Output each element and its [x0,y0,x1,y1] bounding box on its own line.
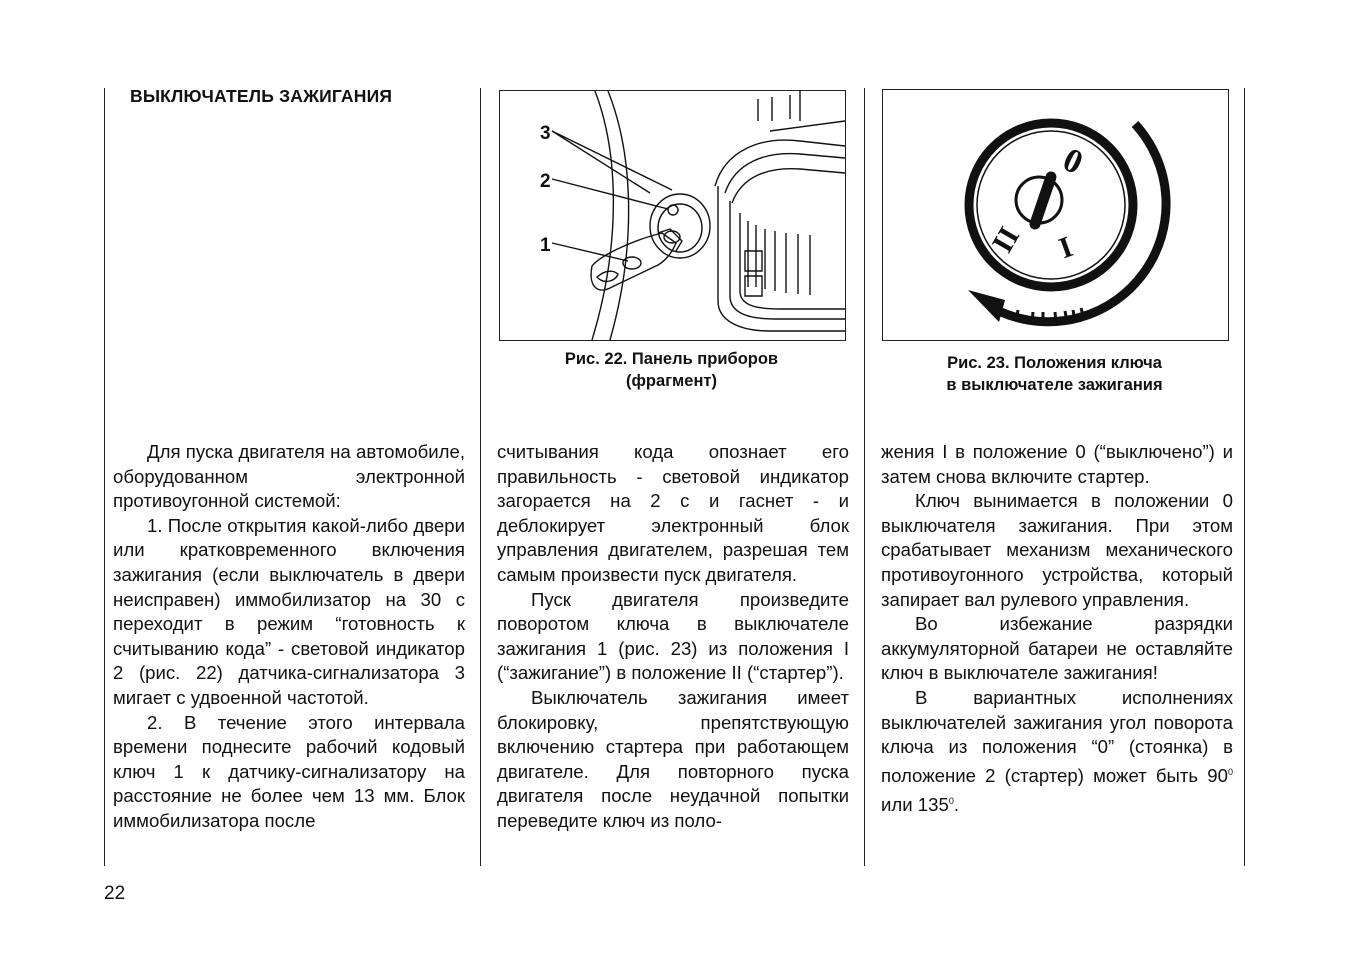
col1-paragraph-1: Для пуска двигателя на автомобиле, оборудованном электронной противоугонной системой: [113,441,465,512]
figure-23-caption-line1: Рис. 23. Положения ключа [947,354,1162,372]
col1-paragraph-3: 2. В течение этого интервала времени поднесите рабочий кодовый ключ 1 к датчику-сигнализатору на расстояние не более чем 13 мм. Блок иммобилизатора после [113,711,465,831]
fig23-position-2: II [985,221,1027,259]
column-rule-right [1244,88,1245,866]
figure-23-drawing [883,90,1228,340]
col1-paragraph-2: 1. После открытия какой-либо двери или кратковременного включения зажигания (если выключатель в двери неисправен) иммобилизатор на 30 с переходит в режим “готовность к считыванию кода” - световой индикатор 2 (рис. 22) датчика-сигнализатора 3 мигает с удвоенной частотой. [113,514,465,708]
column-rule-2 [864,88,865,866]
figure-22-drawing [500,91,845,340]
col3-paragraph-4-text: В вариантных исполнениях выключателей зажигания угол поворота ключа из положения “0” (стоянка) в положение 2 (стартер) может быть 90 [881,686,1233,786]
col2-paragraph-1: считывания кода опознает его правильность - световой индикатор загорается на 2 с и гаснет - и деблокирует электронный блок управления двигателем, разрешая тем самым произвести пуск двигателя. [497,441,849,585]
col3-paragraph-4-end: . [953,793,959,815]
text-column-2 [497,440,849,834]
col3-paragraph-2: Ключ вынимается в положении 0 выключателя зажигания. При этом срабатывает механизм механического противоугонного устройства, который запирает вал рулевого управления. [881,490,1233,610]
figure-23-caption [882,352,1227,396]
degree-mark-1: 0 [1227,766,1233,777]
column-rule-left [104,88,105,866]
figure-22-caption [499,348,844,392]
figure-23-caption-line2: в выключателе зажигания [946,376,1163,394]
figure-22-caption-line1: Рис. 22. Панель приборов [564,350,779,368]
fig23-position-0: 0 [1057,141,1089,182]
page-number: 22 [104,883,126,904]
fig22-label-1: 1 [540,235,551,256]
fig23-position-1: I [1054,230,1078,266]
figure-22 [499,90,846,341]
column-rule-1 [480,88,481,866]
section-heading: ВЫКЛЮЧАТЕЛЬ ЗАЖИГАНИЯ [130,86,393,106]
degree-mark-2: 0 [948,795,954,806]
text-column-3 [881,440,1233,817]
col2-paragraph-2: Пуск двигателя произведите поворотом ключа в выключателе зажигания 1 (рис. 23) из положения I (“зажигание”) в положение II (“стартер”). [497,588,849,684]
col3-paragraph-4 [881,686,1233,817]
fig22-label-3: 3 [540,123,551,144]
text-column-1 [113,440,465,834]
col3-paragraph-4-or: или 135 [881,793,949,815]
col3-paragraph-3: Во избежание разрядки аккумуляторной батареи не оставляйте ключ в выключателе зажигания! [881,613,1233,684]
fig22-label-2: 2 [540,171,551,192]
col3-paragraph-1: жения I в положение 0 (“выключено”) и затем снова включите стартер. [881,441,1233,487]
col2-paragraph-3: Выключатель зажигания имеет блокировку, препятствующую включению стартера при работающем двигателе. Для повторного пуска двигателя после неудачной попытки переведите ключ из поло- [497,686,849,831]
figure-23 [882,89,1229,341]
figure-22-caption-line2: (фрагмент) [626,372,717,390]
